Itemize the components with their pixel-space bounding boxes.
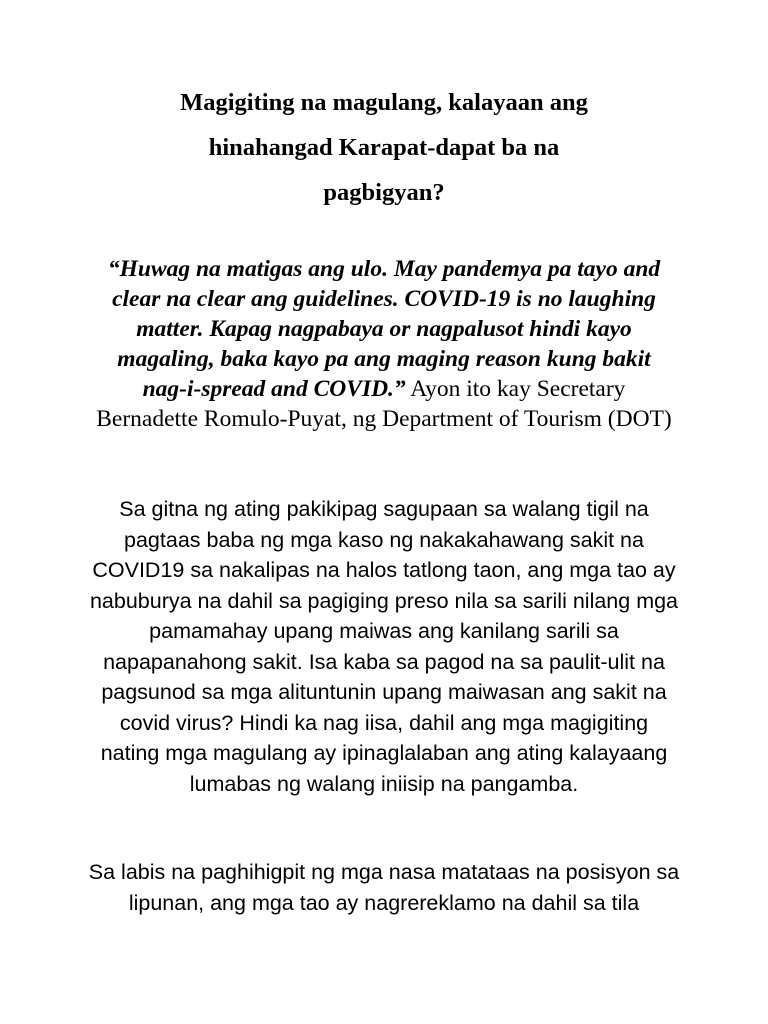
quote-line: clear na clear ang guidelines. COVID-19 is no laughing xyxy=(112,286,656,312)
attribution-inline: Ayon ito kay Secretary xyxy=(405,376,626,402)
quote-line: “Huwag na matigas ang ulo. May pandemya pa tayo and xyxy=(107,256,661,282)
paragraph-line: nabuburya na dahil sa pagiging preso nila sa sarili nilang mga xyxy=(89,588,679,613)
body-paragraph-1 xyxy=(24,494,744,799)
paragraph-line: napapanahong sakit. Isa kaba sa pagod na sa paulit-ulit na xyxy=(103,649,665,674)
quote-line: matter. Kapag nagpabaya or nagpalusot hindi kayo xyxy=(136,316,632,342)
paragraph-line: lumabas ng walang iniisip na pangamba. xyxy=(189,771,579,796)
body-paragraph-2 xyxy=(24,857,744,918)
paragraph-line: covid virus? Hindi ka nag iisa, dahil ang mga magigiting xyxy=(119,710,649,735)
paragraph-line: Sa labis na paghihigpit ng mga nasa matataas na posisyon sa xyxy=(88,860,680,884)
paragraph-line: nating mga magulang ay ipinaglalaban ang ating kalayaang xyxy=(100,741,668,765)
paragraph-line: pagsunod sa mga alituntunin upang maiwasan ang sakit na xyxy=(101,680,667,704)
attribution-line: Bernadette Romulo-Puyat, ng Department of Tourism (DOT) xyxy=(96,406,672,432)
paragraph-line: lipunan, ang mga tao ay nagrereklamo na dahil sa tila xyxy=(128,890,640,915)
title-line: pagbigyan? xyxy=(323,179,445,206)
article-title xyxy=(84,80,684,215)
title-line: Magigiting na magulang, kalayaan ang xyxy=(180,89,588,116)
quote-line: nag-i-spread and COVID.” xyxy=(142,376,406,402)
paragraph-line: pamamahay upang maiwas ang kanilang sarili sa xyxy=(149,619,619,643)
title-line: hinahangad Karapat-dapat ba na xyxy=(208,134,560,161)
quote-line: magaling, baka kayo pa ang maging reason kung bakit xyxy=(117,346,651,372)
paragraph-line: COVID19 sa nakalipas na halos tatlong taon, ang mga tao ay xyxy=(92,558,676,582)
quote-block xyxy=(14,254,754,434)
paragraph-line: pagtaas baba ng mga kaso ng nakakahawang sakit na xyxy=(124,527,644,552)
paragraph-line: Sa gitna ng ating pakikipag sagupaan sa walang tigil na xyxy=(119,497,649,521)
